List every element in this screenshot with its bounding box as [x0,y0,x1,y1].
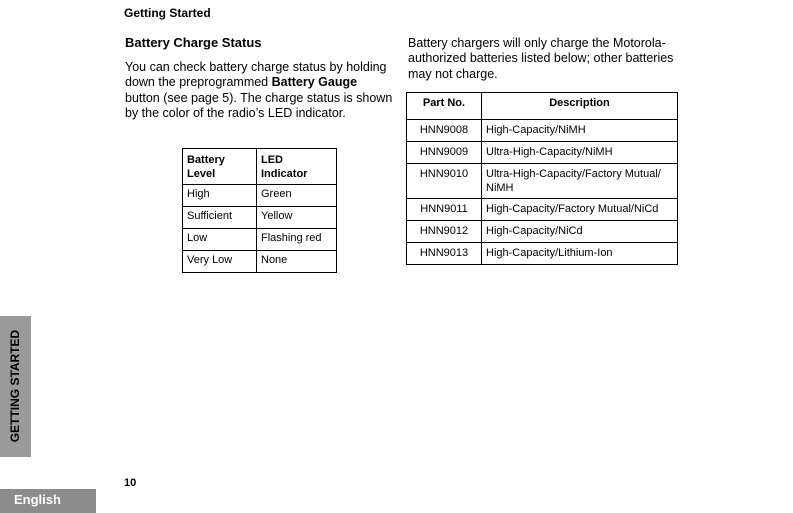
description-cell: High-Capacity/NiCd [482,221,678,243]
part-number-cell: HNN9008 [407,120,482,142]
table-row [407,142,678,164]
description-cell: Ultra-High-Capacity/NiMH [482,142,678,164]
battery-level-cell: High [183,185,257,207]
part-number-cell: HNN9011 [407,199,482,221]
section-title: Battery Charge Status [125,35,262,50]
table-row [407,164,678,199]
intro-text-1: You can check battery charge status by holding down the preprogrammed [125,60,387,90]
table-row [183,229,337,251]
chargers-intro: Battery chargers will only charge the Motorola-authorized batteries listed below; other batteries may not charge. [408,36,674,81]
led-indicator-cell: Yellow [257,207,337,229]
header-led-indicator: LED Indicator [257,149,337,185]
description-cell: High-Capacity/Factory Mutual/NiCd [482,199,678,221]
running-header: Getting Started [124,6,211,20]
battery-gauge-term: Battery Gauge [271,75,358,90]
intro-text-2: button (see page 5). The charge status is shown by the color of the radio’s LED indicator. [125,90,393,121]
table-row [407,221,678,243]
battery-status-intro [125,60,395,122]
table-row [407,120,678,142]
description-cell: High-Capacity/Lithium-Ion [482,243,678,265]
battery-parts-table [406,92,678,265]
table-header-row [407,93,678,120]
language-tab: English [0,489,96,513]
part-number-cell: HNN9009 [407,142,482,164]
table-header-row [183,149,337,185]
battery-level-cell: Low [183,229,257,251]
battery-level-table [182,148,337,273]
header-battery-level: Battery Level [183,149,257,185]
table-row [183,207,337,229]
led-indicator-cell: Flashing red [257,229,337,251]
battery-level-cell: Sufficient [183,207,257,229]
table-row [183,185,337,207]
table-row [183,251,337,273]
header-description: Description [482,93,678,120]
part-number-cell: HNN9013 [407,243,482,265]
page-number: 10 [124,477,137,489]
part-number-cell: HNN9010 [407,164,482,199]
table-row [407,243,678,265]
battery-level-cell: Very Low [183,251,257,273]
led-indicator-cell: None [257,251,337,273]
side-tab-label: GETTING STARTED [8,329,22,443]
description-cell: High-Capacity/NiMH [482,120,678,142]
header-part-no: Part No. [407,93,482,120]
description-cell: Ultra-High-Capacity/Factory Mutual/ NiMH [482,164,678,199]
led-indicator-cell: Green [257,185,337,207]
table-row [407,199,678,221]
part-number-cell: HNN9012 [407,221,482,243]
